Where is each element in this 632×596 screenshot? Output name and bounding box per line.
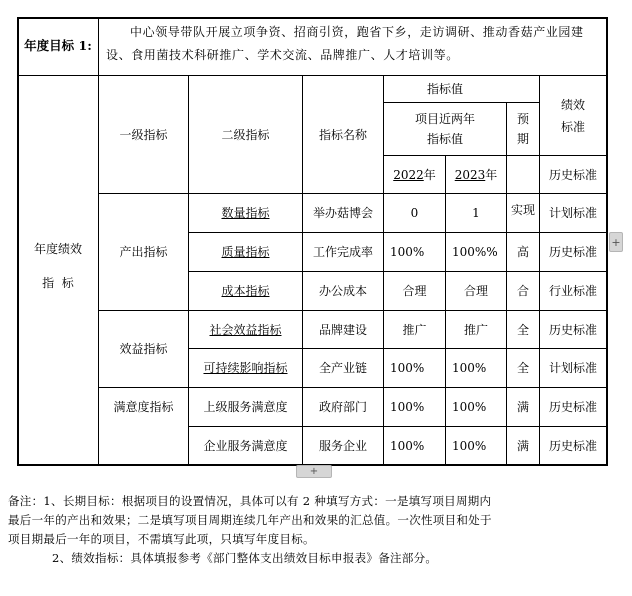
group-output: 产出指标 [119, 245, 168, 259]
row6-level2: 上级服务满意度 [203, 400, 288, 414]
row2-standard: 历史标准 [548, 245, 597, 259]
row5-level2: 可持续影响指标 [203, 361, 288, 375]
header-recent-line2: 指标值 [426, 132, 463, 146]
remark-line3: 项目期最后一年的项目，不需填写此项，只填写年度目标。 [8, 532, 315, 546]
row1-v2022: 0 [410, 206, 419, 220]
row4-level2: 社会效益指标 [209, 322, 282, 337]
row3-standard: 行业标准 [548, 284, 597, 298]
row3-name: 办公成本 [318, 284, 367, 298]
row1-name: 举办菇博会 [312, 206, 373, 220]
remark-line4: 2、绩效指标：具体填报参考《部门整体支出绩效目标申报表》备注部分。 [52, 551, 438, 565]
row7-v2023: 100% [452, 438, 487, 453]
row2-level2: 质量指标 [221, 245, 270, 259]
row7-standard: 历史标准 [548, 438, 597, 453]
row6-v2022: 100% [390, 400, 425, 414]
row7-v2022: 100% [390, 438, 425, 453]
row4-v2022: 推广 [402, 322, 427, 337]
header-standard [540, 76, 606, 155]
row3-v2023: 合理 [463, 284, 488, 298]
row2-name: 工作完成率 [312, 245, 373, 259]
header-expected [507, 103, 539, 155]
header-year-2022 [384, 156, 445, 193]
row3-level2: 成本指标 [221, 284, 270, 298]
year2-number: 2023 [454, 167, 486, 182]
row5-expect: 全 [516, 361, 529, 375]
row5-v2023: 100% [452, 361, 487, 375]
header-standard-line1: 绩效 [560, 97, 585, 112]
row3-expect: 合 [516, 284, 529, 298]
row6-standard: 历史标准 [548, 400, 597, 414]
goal-label: 年度目标 1: [24, 37, 92, 53]
header-value: 指标值 [426, 82, 463, 96]
row7-expect: 满 [516, 438, 529, 453]
row6-v2023: 100% [452, 400, 487, 414]
table-resize-handle-right[interactable]: + [609, 232, 623, 252]
year1-suffix: 年 [423, 167, 436, 182]
header-year-2023 [446, 156, 506, 193]
row4-name: 品牌建设 [318, 322, 367, 337]
header-expected-line2: 期 [516, 132, 529, 146]
row6-name: 政府部门 [318, 400, 367, 414]
header-name: 指标名称 [318, 127, 367, 142]
group-benefit: 效益指标 [119, 342, 168, 356]
year1-number: 2022 [393, 167, 424, 182]
row2-v2022: 100% [390, 245, 425, 259]
goal-text: 中心领导带队开展立项争资、招商引资，跑省下乡，走访调研、推动香菇产业园建设、食用菌技术科研推广、学术交流、品牌推广、人才培训等。 [106, 25, 584, 62]
perf-label-line2: 指 标 [42, 276, 74, 290]
header-standard-line2: 标准 [560, 119, 585, 134]
row7-level2: 企业服务满意度 [203, 438, 288, 453]
perf-label-line1: 年度绩效 [33, 242, 82, 256]
table-resize-handle-bottom[interactable]: + [296, 465, 332, 478]
row5-name: 全产业链 [318, 361, 367, 375]
row4-v2023: 推广 [463, 322, 488, 337]
header-expected-line1: 预 [516, 112, 529, 126]
row4-expect: 全 [516, 322, 529, 337]
row3-v2022: 合理 [402, 284, 427, 298]
row1-expect: 实现 [510, 203, 535, 217]
header-recent-line1: 项目近两年 [414, 112, 475, 126]
row6-expect: 满 [516, 400, 529, 414]
row1-v2023: 1 [472, 206, 480, 220]
row1-standard: 计划标准 [548, 206, 597, 220]
group-satisfaction: 满意度指标 [113, 400, 174, 414]
header-history: 历史标准 [548, 167, 597, 182]
header-expected-blank [507, 156, 539, 193]
perf-indicator-label [18, 230, 98, 302]
remark-line1: 备注：1、长期目标：根据项目的设置情况，具体可以有 2 种填写方式：一是填写项目周期内 [8, 494, 492, 508]
row1-level2: 数量指标 [221, 206, 270, 220]
row7-name: 服务企业 [318, 438, 367, 453]
row5-standard: 计划标准 [548, 361, 597, 375]
row2-v2023: 100%% [452, 245, 498, 259]
row2-expect: 高 [516, 245, 529, 259]
header-level2: 二级指标 [221, 127, 270, 142]
header-recent [384, 103, 506, 155]
remark-line2: 最后一年的产出和效果；二是填写项目周期连续几年产出和效果的汇总值。一次性项目和处于 [8, 513, 492, 527]
row5-v2022: 100% [390, 361, 425, 375]
row4-standard: 历史标准 [548, 322, 597, 337]
year2-suffix: 年 [485, 167, 498, 182]
header-level1: 一级指标 [119, 127, 168, 142]
